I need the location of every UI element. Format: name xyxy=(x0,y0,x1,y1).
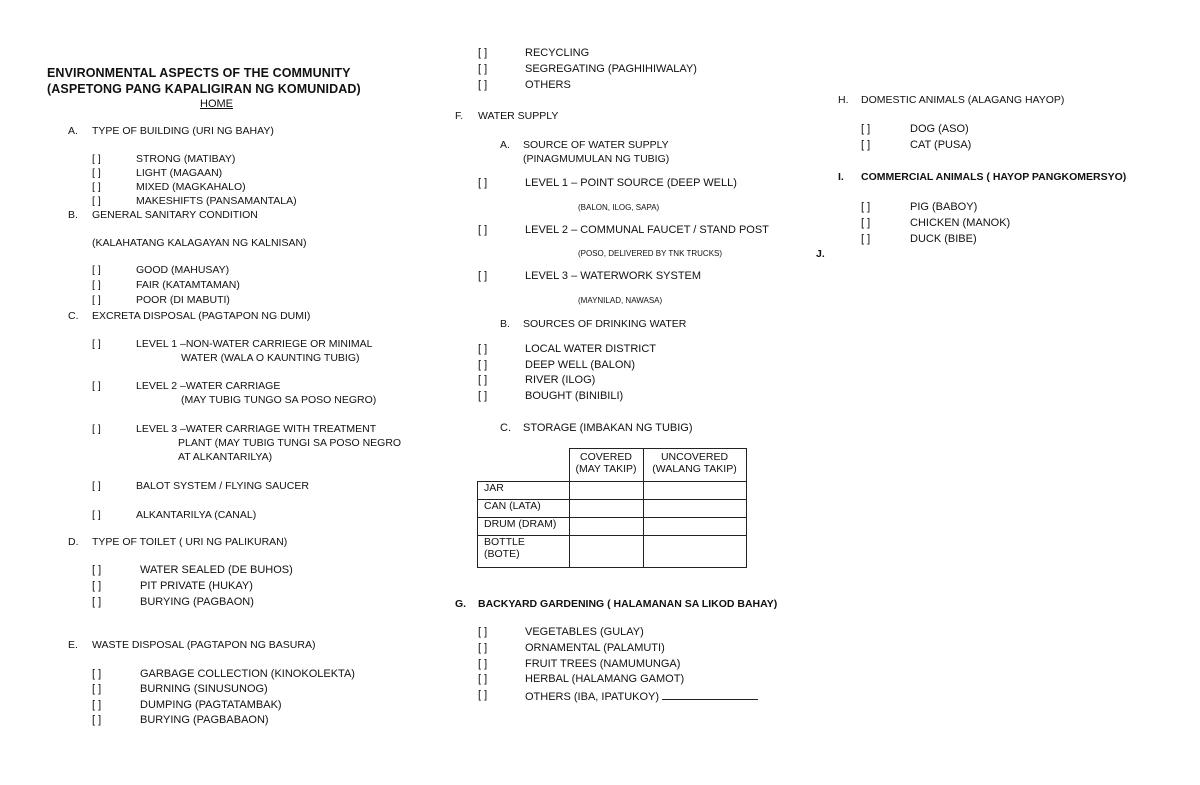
checkbox[interactable]: [ ] xyxy=(92,714,102,726)
option-label: MAKESHIFTS (PANSAMANTALA) xyxy=(136,195,297,207)
checkbox[interactable]: [ ] xyxy=(92,181,101,193)
checkbox[interactable]: [ ] xyxy=(92,153,101,165)
section-f-heading: WATER SUPPLY xyxy=(478,110,559,122)
option-label: LEVEL 1 –NON-WATER CARRIEGE OR MINIMAL xyxy=(136,338,373,350)
checkbox[interactable]: [ ] xyxy=(478,63,488,75)
section-e-heading: WASTE DISPOSAL (PAGTAPON NG BASURA) xyxy=(92,639,316,651)
section-h-letter: H. xyxy=(838,94,849,106)
checkbox[interactable]: [ ] xyxy=(92,564,102,576)
checkbox[interactable]: [ ] xyxy=(478,343,488,355)
checkbox[interactable]: [ ] xyxy=(92,264,101,276)
option-label: BALOT SYSTEM / FLYING SAUCER xyxy=(136,480,309,492)
checkbox[interactable]: [ ] xyxy=(478,673,488,685)
table-row xyxy=(478,518,747,536)
checkbox[interactable]: [ ] xyxy=(92,167,101,179)
checkbox[interactable]: [ ] xyxy=(478,374,488,386)
checkbox[interactable]: [ ] xyxy=(861,201,871,213)
subsection-letter: A. xyxy=(500,139,510,151)
option-label: LIGHT (MAGAAN) xyxy=(136,167,223,179)
table-cell[interactable] xyxy=(569,536,643,568)
checkbox[interactable]: [ ] xyxy=(478,658,488,670)
section-j-letter: J. xyxy=(816,248,825,260)
section-b-letter: B. xyxy=(68,209,78,221)
option-label: AT ALKANTARILYA) xyxy=(178,451,273,463)
section-a-letter: A. xyxy=(68,125,78,137)
row-label: CAN (LATA) xyxy=(478,500,570,518)
column-header-covered: COVERED (MAY TAKIP) xyxy=(569,449,643,482)
option-label: RECYCLING xyxy=(525,47,590,59)
option-label: OTHERS xyxy=(525,79,571,91)
checkbox[interactable]: [ ] xyxy=(861,233,871,245)
checkbox[interactable]: [ ] xyxy=(478,47,488,59)
checkbox[interactable]: [ ] xyxy=(478,79,488,91)
checkbox[interactable]: [ ] xyxy=(861,139,871,151)
option-label: OTHERS (IBA, IPATUKOY) xyxy=(525,689,758,703)
checkbox[interactable]: [ ] xyxy=(478,626,488,638)
option-label: SEGREGATING (PAGHIHIWALAY) xyxy=(525,63,697,75)
section-a-heading: TYPE OF BUILDING (URI NG BAHAY) xyxy=(92,125,274,137)
column-header-uncovered: UNCOVERED (WALANG TAKIP) xyxy=(643,449,746,482)
checkbox[interactable]: [ ] xyxy=(478,642,488,654)
checkbox[interactable]: [ ] xyxy=(478,270,488,282)
option-label: STRONG (MATIBAY) xyxy=(136,153,236,165)
table-row xyxy=(478,536,747,568)
option-label: DOG (ASO) xyxy=(910,123,969,135)
option-label: HERBAL (HALAMANG GAMOT) xyxy=(525,673,685,685)
option-label: LEVEL 2 –WATER CARRIAGE xyxy=(136,380,281,392)
checkbox[interactable]: [ ] xyxy=(92,195,101,207)
checkbox[interactable]: [ ] xyxy=(92,423,101,435)
option-label: GARBAGE COLLECTION (KINOKOLEKTA) xyxy=(140,668,355,680)
option-label: WATER SEALED (DE BUHOS) xyxy=(140,564,293,576)
storage-table xyxy=(477,448,747,568)
row-label: DRUM (DRAM) xyxy=(478,518,570,536)
checkbox[interactable]: [ ] xyxy=(92,509,101,521)
section-f-letter: F. xyxy=(455,110,464,122)
section-h-heading: DOMESTIC ANIMALS (ALAGANG HAYOP) xyxy=(861,94,1065,106)
subsection-letter: B. xyxy=(500,318,510,330)
option-label: GOOD (MAHUSAY) xyxy=(136,264,230,276)
checkbox[interactable]: [ ] xyxy=(478,359,488,371)
section-e-letter: E. xyxy=(68,639,78,651)
option-label: BURYING (PAGBABAON) xyxy=(140,714,269,726)
table-cell[interactable] xyxy=(643,482,746,500)
section-i-letter: I. xyxy=(838,171,844,183)
option-label: CHICKEN (MANOK) xyxy=(910,217,1011,229)
page-subtitle: (ASPETONG PANG KAPALIGIRAN NG KOMUNIDAD) xyxy=(47,82,361,96)
subsection-letter: C. xyxy=(500,422,511,434)
option-label: DUCK (BIBE) xyxy=(910,233,977,245)
option-label: BURNING (SINUSUNOG) xyxy=(140,683,268,695)
page-title: ENVIRONMENTAL ASPECTS OF THE COMMUNITY xyxy=(47,66,351,80)
option-label: PIG (BABOY) xyxy=(910,201,978,213)
checkbox[interactable]: [ ] xyxy=(92,279,101,291)
others-blank-line[interactable] xyxy=(662,689,758,700)
option-label: CAT (PUSA) xyxy=(910,139,972,151)
option-label: LEVEL 3 –WATER CARRIAGE WITH TREATMENT xyxy=(136,423,377,435)
option-label: DEEP WELL (BALON) xyxy=(525,359,636,371)
section-c-letter: C. xyxy=(68,310,79,322)
checkbox[interactable]: [ ] xyxy=(92,580,102,592)
section-d-letter: D. xyxy=(68,536,79,548)
option-label: MIXED (MAGKAHALO) xyxy=(136,181,246,193)
option-note: (MAYNILAD, NAWASA) xyxy=(578,296,663,305)
table-cell[interactable] xyxy=(643,536,746,568)
option-label: ORNAMENTAL (PALAMUTI) xyxy=(525,642,665,654)
checkbox[interactable]: [ ] xyxy=(861,217,871,229)
home-label: HOME xyxy=(200,98,233,110)
subsection-heading: STORAGE (IMBAKAN NG TUBIG) xyxy=(523,422,693,434)
option-note: (BALON, ILOG, SAPA) xyxy=(578,203,660,212)
checkbox[interactable]: [ ] xyxy=(92,683,102,695)
checkbox[interactable]: [ ] xyxy=(478,224,488,236)
section-d-heading: TYPE OF TOILET ( URI NG PALIKURAN) xyxy=(92,536,288,548)
table-cell[interactable] xyxy=(569,518,643,536)
option-label: LEVEL 3 – WATERWORK SYSTEM xyxy=(525,270,702,282)
table-row xyxy=(478,500,747,518)
table-cell[interactable] xyxy=(643,500,746,518)
option-label: ALKANTARILYA (CANAL) xyxy=(136,509,257,521)
section-i-heading: COMMERCIAL ANIMALS ( HAYOP PANGKOMERSYO) xyxy=(861,171,1127,183)
option-label: RIVER (ILOG) xyxy=(525,374,596,386)
table-cell[interactable] xyxy=(643,518,746,536)
option-label: WATER (WALA O KAUNTING TUBIG) xyxy=(181,352,360,364)
checkbox[interactable]: [ ] xyxy=(92,699,102,711)
section-c-heading: EXCRETA DISPOSAL (PAGTAPON NG DUMI) xyxy=(92,310,311,322)
option-label: LEVEL 1 – POINT SOURCE (DEEP WELL) xyxy=(525,177,737,189)
section-b-heading: GENERAL SANITARY CONDITION xyxy=(92,209,258,221)
checkbox[interactable]: [ ] xyxy=(92,294,101,306)
option-label: LEVEL 2 – COMMUNAL FAUCET / STAND POST xyxy=(525,224,769,236)
checkbox[interactable]: [ ] xyxy=(92,338,101,350)
option-label: FRUIT TREES (NAMUMUNGA) xyxy=(525,658,681,670)
checkbox[interactable]: [ ] xyxy=(92,380,101,392)
table-cell[interactable] xyxy=(569,482,643,500)
table-corner xyxy=(478,449,570,482)
option-note: (POSO, DELIVERED BY TNK TRUCKS) xyxy=(578,249,723,258)
subsection-heading: (PINAGMUMULAN NG TUBIG) xyxy=(523,153,670,165)
row-label: JAR xyxy=(478,482,570,500)
section-b-subheading: (KALAHATANG KALAGAYAN NG KALNISAN) xyxy=(92,237,307,249)
option-label: PIT PRIVATE (HUKAY) xyxy=(140,580,253,592)
checkbox[interactable]: [ ] xyxy=(92,668,102,680)
checkbox[interactable]: [ ] xyxy=(478,689,488,701)
option-label: FAIR (KATAMTAMAN) xyxy=(136,279,240,291)
checkbox[interactable]: [ ] xyxy=(478,390,488,402)
table-cell[interactable] xyxy=(569,500,643,518)
option-label: BURYING (PAGBAON) xyxy=(140,596,254,608)
subsection-heading: SOURCES OF DRINKING WATER xyxy=(523,318,687,330)
option-label: DUMPING (PAGTATAMBAK) xyxy=(140,699,282,711)
option-label: LOCAL WATER DISTRICT xyxy=(525,343,656,355)
option-label: VEGETABLES (GULAY) xyxy=(525,626,644,638)
table-row xyxy=(478,482,747,500)
option-label: PLANT (MAY TUBIG TUNGI SA POSO NEGRO xyxy=(178,437,402,449)
section-g-letter: G. xyxy=(455,598,467,610)
checkbox[interactable]: [ ] xyxy=(861,123,871,135)
checkbox[interactable]: [ ] xyxy=(92,596,102,608)
checkbox[interactable]: [ ] xyxy=(478,177,488,189)
subsection-heading: SOURCE OF WATER SUPPLY xyxy=(523,139,669,151)
option-label: BOUGHT (BINIBILI) xyxy=(525,390,624,402)
option-label: POOR (DI MABUTI) xyxy=(136,294,230,306)
row-label: BOTTLE (BOTE) xyxy=(478,536,570,568)
checkbox[interactable]: [ ] xyxy=(92,480,101,492)
section-g-heading: BACKYARD GARDENING ( HALAMANAN SA LIKOD BAHAY) xyxy=(478,598,778,610)
option-label: (MAY TUBIG TUNGO SA POSO NEGRO) xyxy=(181,394,377,406)
